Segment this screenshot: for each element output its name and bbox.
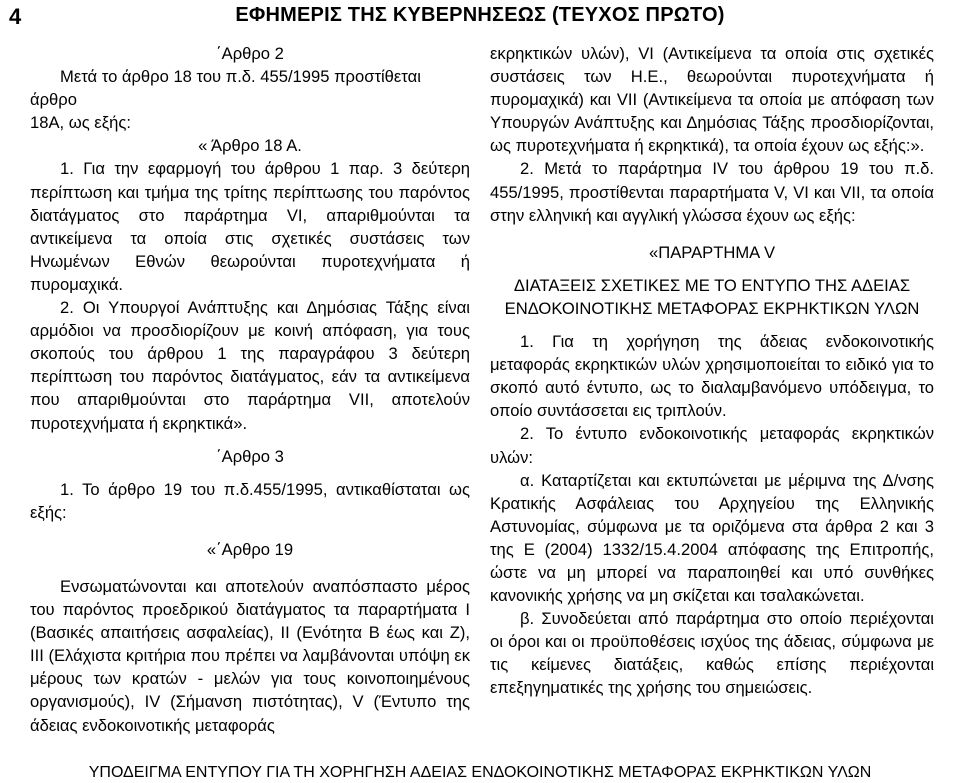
page-header — [0, 0, 960, 32]
article-2-heading: ΄Αρθρο 2 — [216, 44, 284, 63]
article-2-intro-line-1: Μετά το άρθρο 18 του π.δ. 455/1995 προστίθεται άρθρο — [30, 67, 421, 110]
article-18a-paragraph-2: 2. Οι Υπουργοί Ανάπτυξης και Δημόσιας Τάξης είναι αρμόδιοι να προσδιορίζουν με κοινή απόφαση, για τους σκοπούς του άρθρου 1 της παραγράφου 3 δεύτερη περίπτωση του παρόντος διατάγματος, εάν τα αντικείμενα που απαριθμούνται στο παράρτημα VII, αποτελούν πυροτεχνήματα ή εκρηκτικά». — [30, 298, 470, 433]
article-18a-paragraph-1: 1. Για την εφαρμογή του άρθρου 1 παρ. 3 δεύτερη περίπτωση και τμήμα της τρίτης περίπτωσης του παρόντος διατάγματος στο παράρτημα VI, απαριθμούνται τα αντικείμενα τα οποία στις σχετικές συστάσεις των Ηνωμένων Εθνών θεωρούνται πυροτεχνήματα ή πυρομαχικά. — [30, 159, 470, 294]
article-3-heading: ΄Αρθρο 3 — [216, 446, 284, 466]
annex-v-heading: «ΠΑΡΑΡΤΗΜΑ V — [648, 242, 776, 262]
paragraph-2: 2. Μετά το παράρτημα IV του άρθρου 19 του π.δ. 455/1995, προστίθενται παραρτήματα V, VI και VII, τα οποία στην ελληνική και αγγλική γλώσσα έχουν ως εξής: — [490, 159, 934, 225]
page-number: 4 — [9, 4, 22, 29]
article-19-heading: «΄Αρθρο 19 — [206, 539, 294, 559]
annex-v-item-b: β. Συνοδεύεται από παράρτημα στο οποίο περιέχονται οι όροι και οι προϋποθέσεις ισχύος της άδειας, σύμφωνα με τις κείμενες διατάξεις, καθώς επίσης περιέχονται επεξηγηματικές της χρήσης του σημειώσεις. — [490, 609, 934, 698]
form-title-footer: ΥΠΟΔΕΙΓΜΑ ΕΝΤΥΠΟΥ ΓΙΑ ΤΗ ΧΟΡΗΓΗΣΗ ΑΔΕΙΑΣ ΕΝΔΟΚΟΙΝΟΤΙΚΗΣ ΜΕΤΑΦΟΡΑΣ ΕΚΡΗΚΤΙΚΩΝ ΥΛΩΝ — [88, 764, 872, 781]
annex-v-item-a: α. Καταρτίζεται και εκτυπώνεται με μέριμνα της Δ/νσης Κρατικής Ασφάλειας του Αρχηγείου της Ελληνικής Αστυνομίας, σύμφωνα με τα οριζόμενα στα άρθρα 2 και 3 της Ε (2004) 1332/15.4.2004 απόφασης της Επιτροπής, ώστε να μη μπορεί να παραποιηθεί και υπό συνθήκες κανονικής χρήσης να μη σκίζεται και τσαλακώνεται. — [490, 470, 934, 606]
article-3-paragraph-1: 1. Το άρθρο 19 του π.δ.455/1995, αντικαθίσταται ως εξής: — [30, 479, 470, 522]
annex-v-paragraph-1: 1. Για τη χορήγηση της άδειας ενδοκοινοτικής μεταφοράς εκρηκτικών υλών χρησιμοποιείται το ειδικό για το σκοπό αυτό έντυπο, ως το διαλαμβανόμενο υπόδειγμα, το οποίο συντάσσεται εις τριπλούν. — [490, 332, 934, 421]
left-column — [30, 42, 470, 737]
article-19-paragraph: Ενσωματώνονται και αποτελούν αναπόσπαστο μέρος του παρόντος προεδρικού διατάγματος τα παραρτήματα Ι (Βασικές απαιτήσεις ασφαλείας), ΙΙ (Ενότητα Β έως και Ζ), ΙΙΙ (Ελάχιστα κριτήρια που πρέπει να λαμβάνονται υπόψη εκ μέρους των κρατών - μελών για τους κοινοποιημένους οργανισμούς), IV (Σήμανση πιστότητας), V (Έντυπο της άδειας ενδοκοινοτικής μεταφοράς — [30, 576, 470, 735]
annex-v-subtitle-line-1: ΔΙΑΤΑΞΕΙΣ ΣΧΕΤΙΚΕΣ ΜΕ ΤΟ ΕΝΤΥΠΟ ΤΗΣ ΑΔΕΙΑΣ — [513, 275, 911, 295]
right-column — [490, 42, 934, 700]
article-2-intro-line-2: 18Α, ως εξής: — [30, 113, 131, 133]
article-18a-heading: « Άρθρο 18 Α. — [198, 136, 302, 156]
gazette-title: ΕΦΗΜΕΡΙΣ ΤΗΣ ΚΥΒΕΡΝΗΣΕΩΣ (ΤΕΥΧΟΣ ΠΡΩΤΟ) — [235, 4, 725, 26]
continued-paragraph: εκρηκτικών υλών), VI (Αντικείμενα τα οποία στις σχετικές συστάσεις των Η.Ε., θεωρούνται πυροτεχνήματα ή πυρομαχικά) και VII (Αντικείμενα τα οποία με απόφαση των Υπουργών Ανάπτυξης και Δημόσιας Τάξης προσδιορίζονται, ως πυροτεχνήματα ή εκρηκτικά), τα οποία έχουν ως εξής:». — [490, 44, 934, 156]
annex-v-paragraph-2: 2. Το έντυπο ενδοκοινοτικής μεταφοράς εκρηκτικών υλών: — [490, 424, 934, 467]
annex-v-subtitle-line-2: ΕΝΔΟΚΟΙΝΟΤΙΚΗΣ ΜΕΤΑΦΟΡΑΣ ΕΚΡΗΚΤΙΚΩΝ ΥΛΩΝ — [504, 298, 920, 318]
